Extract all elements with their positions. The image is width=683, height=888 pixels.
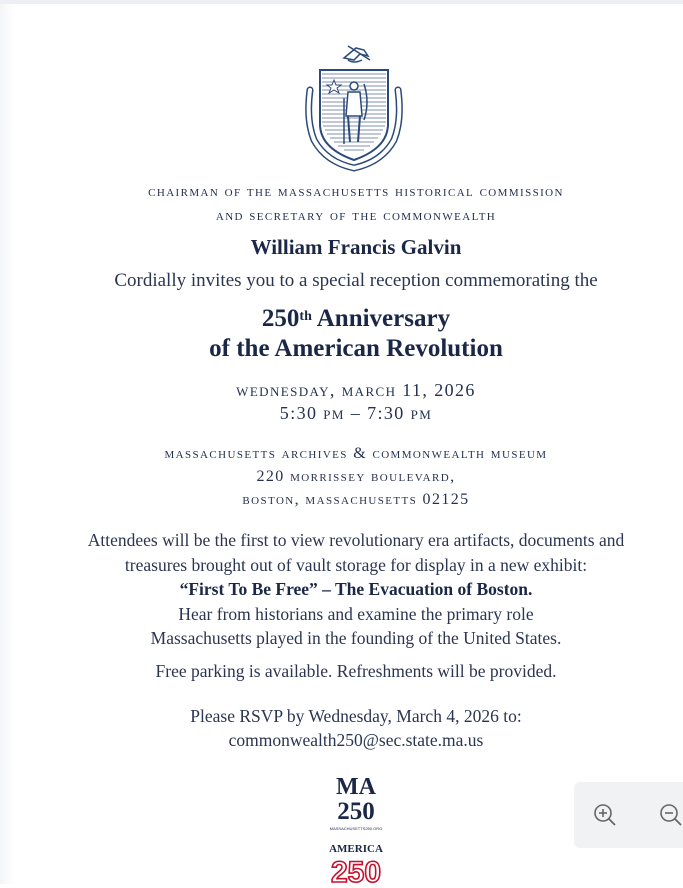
commission-title <box>14 180 683 228</box>
exhibit-title: “First To Be Free” – The Evacuation of Boston. <box>179 579 533 599</box>
event-location <box>14 442 683 511</box>
zoom-out-icon <box>656 800 683 830</box>
description-line1: Attendees will be the first to view revolutionary era artifacts, documents and <box>87 530 625 550</box>
rsvp-text: Please RSVP by Wednesday, March 4, 2026 to: <box>190 706 522 726</box>
event-date: wednesday, march 11, 2026 <box>236 380 476 400</box>
description-line2: treasures brought out of vault storage for display in a new exhibit: <box>124 554 588 575</box>
description-line4: Hear from historians and examine the primary role <box>178 603 534 624</box>
location-city: boston, massachusetts 02125 <box>242 491 470 508</box>
anniversary-word: Anniversary <box>316 305 451 332</box>
ma250-logo <box>326 772 386 834</box>
event-datetime <box>14 379 683 425</box>
zoom-in-button[interactable] <box>590 800 620 830</box>
anniversary-line2: of the American Revolution <box>209 335 503 362</box>
zoom-toolbar <box>574 782 683 848</box>
viewer-left-edge <box>0 4 14 884</box>
anniversary-heading <box>14 304 683 364</box>
zoom-out-button[interactable] <box>656 800 683 830</box>
parking-text: Free parking is available. Refreshments will be provided. <box>155 661 557 681</box>
description-line5: Massachusetts played in the founding of the United States. <box>150 628 562 648</box>
host-name: William Francis Galvin <box>250 235 462 259</box>
ma250-logo-ma: MA <box>336 774 376 800</box>
commission-title-line1: chairman of the massachusetts historical commission <box>148 183 564 200</box>
rsvp-email: commonwealth250@sec.state.ma.us <box>228 730 484 750</box>
location-venue: massachusetts archives & commonwealth museum <box>164 445 548 462</box>
location-street: 220 morrissey boulevard, <box>256 468 456 485</box>
ma250-logo-url: MASSACHUSETTS250.ORG <box>329 826 383 831</box>
invitation-document <box>14 4 683 888</box>
anniversary-suffix: th <box>299 309 312 324</box>
commission-title-line2: and secretary of the commonwealth <box>215 207 497 224</box>
america250-logo-number: 250 <box>330 856 382 888</box>
zoom-in-icon <box>590 800 620 830</box>
anniversary-number: 250 <box>261 305 300 332</box>
america250-logo-label: AMERICA <box>329 843 383 855</box>
event-time: 5:30 pm – 7:30 pm <box>279 403 433 423</box>
rsvp-block <box>14 704 683 752</box>
america250-logo <box>320 840 392 888</box>
ma250-logo-number: 250 <box>337 798 375 825</box>
invitation-text: Cordially invites you to a special reception commemorating the <box>114 270 598 291</box>
massachusetts-seal <box>304 40 404 172</box>
event-description <box>14 528 683 651</box>
